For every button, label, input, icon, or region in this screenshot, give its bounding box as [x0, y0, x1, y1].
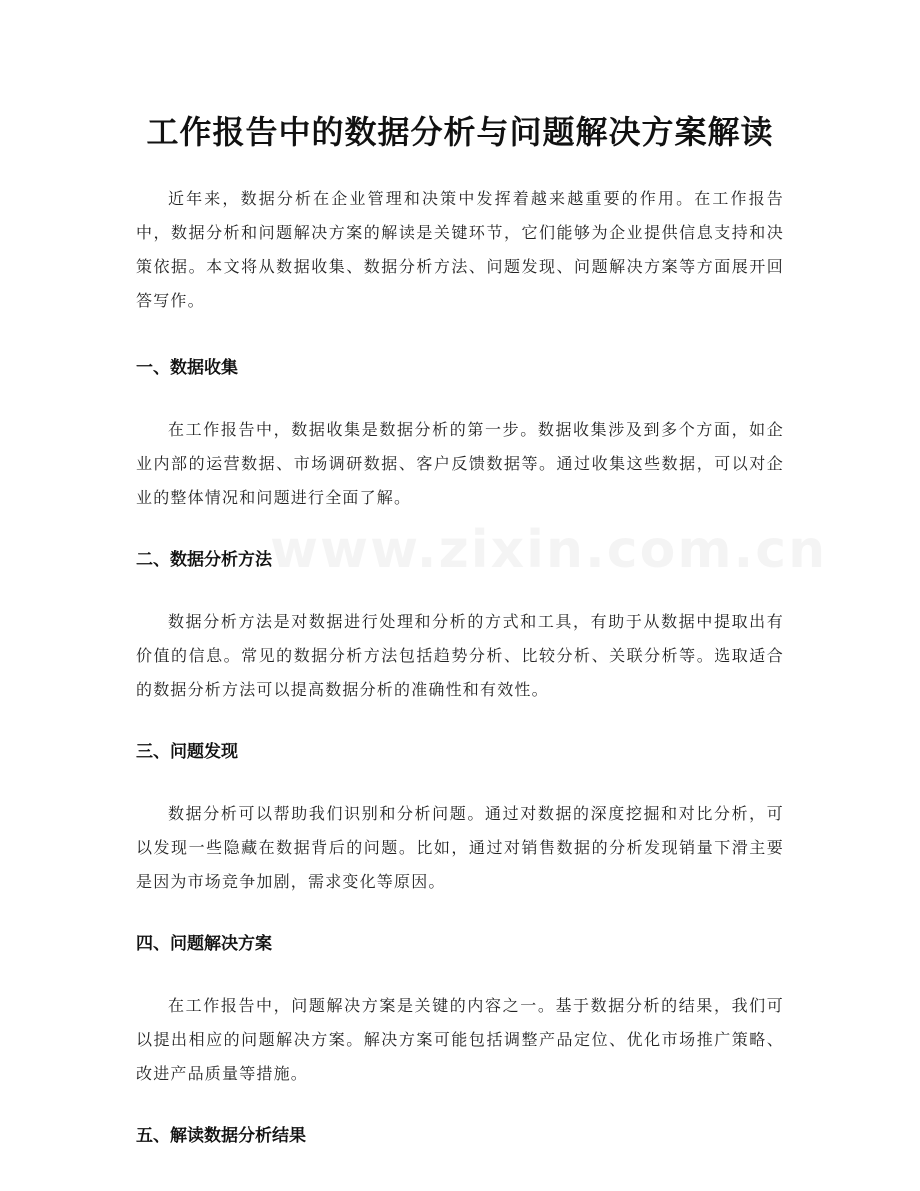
section-heading-interpretation: 五、解读数据分析结果 — [136, 1126, 306, 1146]
document-title: 工作报告中的数据分析与问题解决方案解读 — [146, 113, 774, 151]
section-heading-problem-discovery: 三、问题发现 — [136, 742, 238, 762]
section-body-data-collection: 在工作报告中，数据收集是数据分析的第一步。数据收集涉及到多个方面，如企业内部的运营数据、市场调研数据、客户反馈数据等。通过收集这些数据，可以对企业的整体情况和问题进行全面了解。 — [136, 420, 784, 507]
section-heading-solutions: 四、问题解决方案 — [136, 934, 272, 954]
section-body-analysis-methods: 数据分析方法是对数据进行处理和分析的方式和工具，有助于从数据中提取出有价值的信息。常见的数据分析方法包括趋势分析、比较分析、关联分析等。选取适合的数据分析方法可以提高数据分析的准确性和有效性。 — [136, 612, 784, 699]
section-body-problem-discovery: 数据分析可以帮助我们识别和分析问题。通过对数据的深度挖掘和对比分析，可以发现一些隐藏在数据背后的问题。比如，通过对销售数据的分析发现销量下滑主要是因为市场竞争加剧，需求变化等原因。 — [136, 804, 784, 891]
section-body-solutions: 在工作报告中，问题解决方案是关键的内容之一。基于数据分析的结果，我们可以提出相应的问题解决方案。解决方案可能包括调整产品定位、优化市场推广策略、改进产品质量等措施。 — [136, 996, 784, 1083]
section-heading-data-collection: 一、数据收集 — [136, 358, 238, 378]
intro-paragraph: 近年来，数据分析在企业管理和决策中发挥着越来越重要的作用。在工作报告中，数据分析和问题解决方案的解读是关键环节，它们能够为企业提供信息支持和决策依据。本文将从数据收集、数据分析方法、问题发现、问题解决方案等方面展开回答写作。 — [136, 189, 784, 310]
section-heading-analysis-methods: 二、数据分析方法 — [136, 550, 272, 570]
